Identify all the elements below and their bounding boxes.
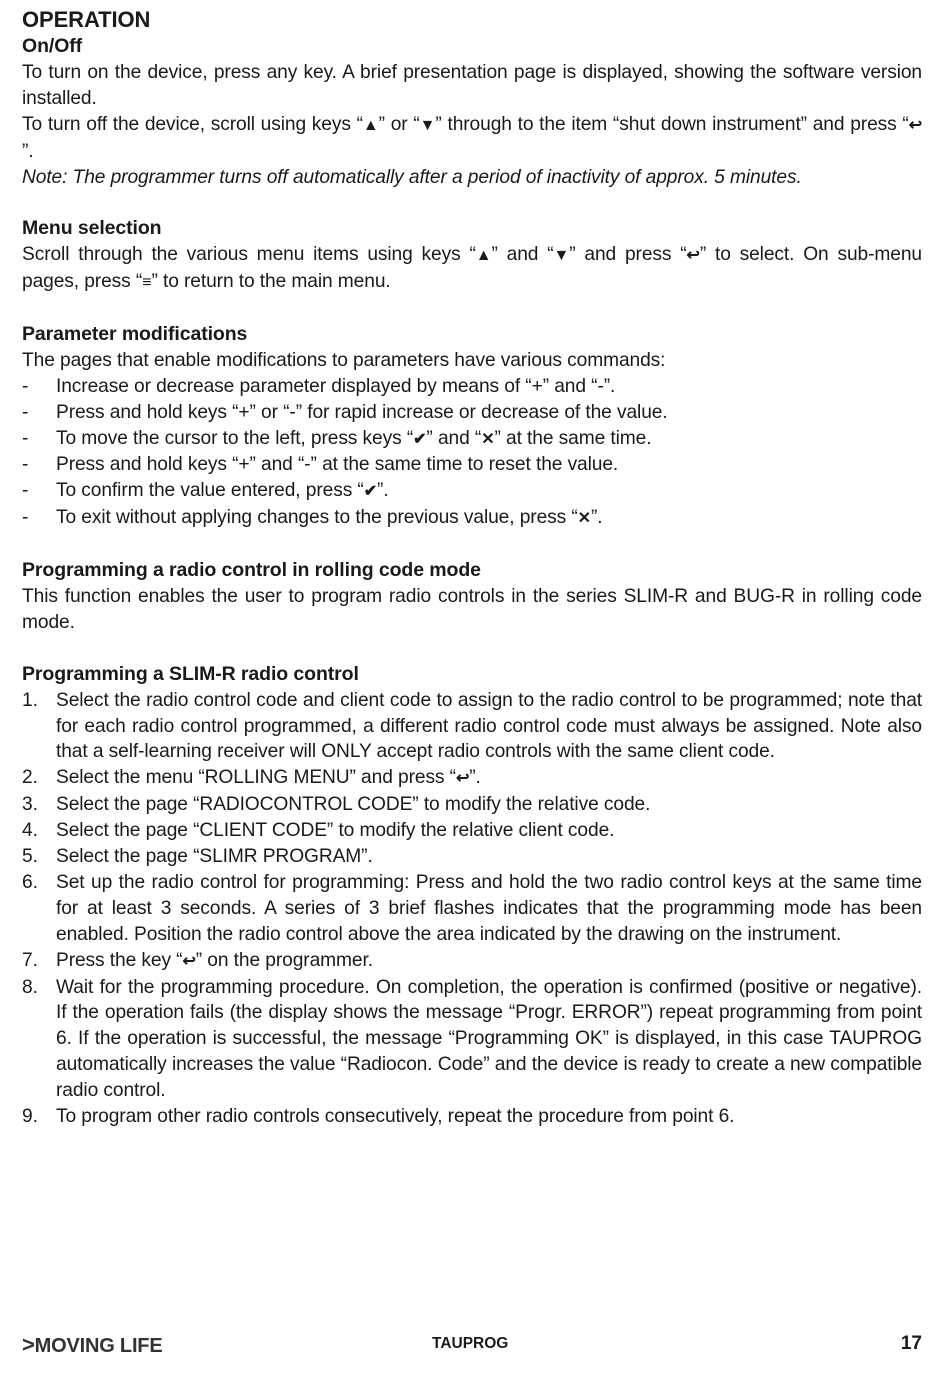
menu-paragraph: Scroll through the various menu items using keys “▲” and “▼” and press “↩” to select. On sub-menu pages, press “≡” to return to the main menu.	[22, 242, 922, 296]
menu-title: Menu selection	[22, 217, 162, 240]
menu-key-icon: ≡	[142, 274, 152, 292]
section-heading: OPERATION	[22, 7, 151, 32]
arrow-up-icon: ▲	[362, 116, 379, 134]
onoff-paragraph-1: To turn on the device, press any key. A brief presentation page is displayed, showing the software version installed.	[22, 61, 922, 109]
step-item: 9. To program other radio controls consecutively, repeat the procedure from point 6.	[22, 1106, 735, 1128]
enter-key-icon: ↩	[908, 116, 922, 134]
list-item: - To move the cursor to the left, press keys “✔” and “✕” at the same time.	[22, 426, 922, 453]
product-name: TAUPROG	[432, 1335, 509, 1352]
list-item: - To confirm the value entered, press “✔”.	[22, 478, 922, 505]
onoff-note: Note: The programmer turns off automatically after a period of inactivity of approx. 5 minutes.	[22, 166, 802, 188]
step-item: 8. Wait for the programming procedure. On completion, the operation is confirmed (positive or negative). If the operation fails (the display shows the message “Progr. ERROR”) repeat programming from point 6. If the operation is successful, the message “Programming OK” is displayed, in this case TAUPROG automatically increases the value “Radiocon. Code” and the device is ready to create a new compatible radio control.	[22, 976, 922, 1102]
check-icon: ✔	[363, 483, 378, 501]
slimr-title: Programming a SLIM-R radio control	[22, 662, 359, 685]
list-item: - Press and hold keys “+” or “-” for rapid increase or decrease of the value.	[22, 401, 668, 423]
enter-key-icon: ↩	[182, 952, 196, 970]
page-content	[22, 6, 922, 1130]
step-item: 2. Select the menu “ROLLING MENU” and press “↩”.	[22, 765, 922, 792]
step-item: 3. Select the page “RADIOCONTROL CODE” to modify the relative code.	[22, 794, 651, 816]
onoff-title: On/Off	[22, 35, 83, 57]
step-item: 4. Select the page “CLIENT CODE” to modify the relative client code.	[22, 820, 615, 842]
step-item: 1. Select the radio control code and client code to assign to the radio control to be programmed; note that for each radio control programmed, a different radio control code must always be assigned. Note also that a self-learning receiver will ONLY accept radio controls with the same client code.	[22, 689, 922, 763]
step-item: 7. Press the key “↩” on the programmer.	[22, 948, 922, 975]
arrow-down-icon: ▼	[553, 247, 570, 265]
enter-key-icon: ↩	[455, 770, 470, 788]
arrow-up-icon: ▲	[475, 247, 492, 265]
rolling-paragraph: This function enables the user to program radio controls in the series SLIM-R and BUG-R in rolling code mode.	[22, 585, 922, 633]
arrow-down-icon: ▼	[419, 116, 436, 134]
cross-icon: ✕	[577, 510, 591, 528]
page-number: 17	[900, 1333, 922, 1354]
list-item: - Increase or decrease parameter displayed by means of “+” and “-”.	[22, 375, 616, 397]
rolling-title: Programming a radio control in rolling code mode	[22, 559, 481, 582]
brand-logo: >MOVING LIFE	[22, 1332, 163, 1357]
params-title: Parameter modifications	[22, 322, 248, 345]
check-icon: ✔	[413, 430, 427, 448]
page-footer	[22, 1332, 922, 1358]
cross-icon: ✕	[481, 430, 495, 448]
onoff-paragraph-2: To turn off the device, scroll using keys “▲” or “▼” through to the item “shut down instrument” and press “↩”.	[22, 113, 922, 162]
step-item: 6. Set up the radio control for programming: Press and hold the two radio control keys at the same time for at least 3 seconds. A series of 3 brief flashes indicates that the programming mode has been enabled. Position the radio control above the area indicated by the drawing on the instrument.	[22, 871, 922, 945]
step-item: 5. Select the page “SLIMR PROGRAM”.	[22, 846, 373, 868]
list-item: - Press and hold keys “+” and “-” at the same time to reset the value.	[22, 454, 619, 476]
params-intro: The pages that enable modifications to parameters have various commands:	[22, 349, 666, 371]
list-item: - To exit without applying changes to the previous value, press “✕”.	[22, 505, 922, 532]
enter-key-icon: ↩	[686, 247, 700, 265]
